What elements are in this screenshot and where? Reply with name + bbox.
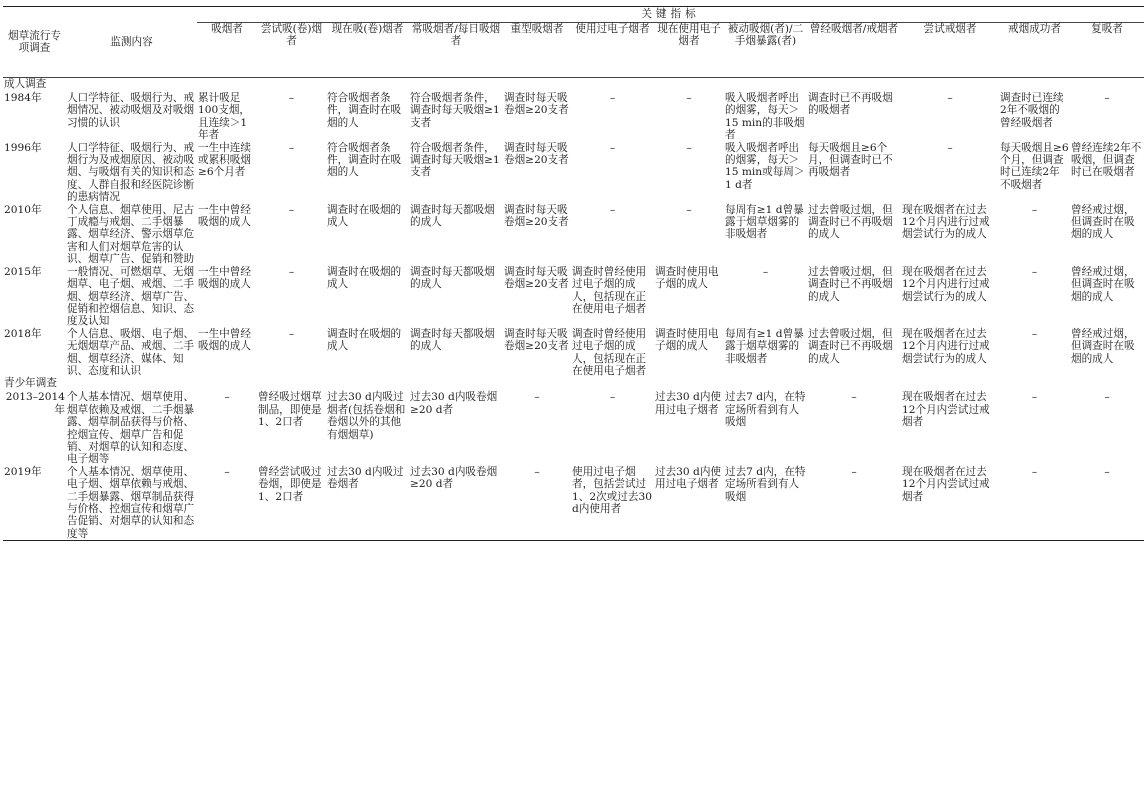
- indicator-cell: –: [1031, 465, 1038, 478]
- indicator-cell: 过去7 d内，在特定场所看到有人吸烟: [725, 465, 806, 503]
- indicator-cell: –: [1031, 327, 1038, 340]
- indicator-cell: 调查时在吸烟的成人: [327, 203, 402, 229]
- indicator-cell: –: [609, 391, 616, 404]
- survey-year: 2015年: [4, 265, 42, 278]
- section-title: 成人调查: [4, 78, 47, 90]
- indicator-header: 使用过电子烟者: [571, 23, 654, 78]
- survey-year: 1984年: [4, 92, 42, 104]
- indicator-cell: 过去30 d内使用过电子烟者: [655, 465, 722, 491]
- indicator-cell: –: [224, 391, 230, 404]
- monitoring-content: 个人基本情况、烟草使用、电子烟、烟草依赖与戒烟、二手烟暴露、烟草制品获得与价格、控烟宣传和烟草广告促销、对烟草的认知和态度等: [67, 465, 195, 540]
- indicator-cell: 累计吸足100支烟，且连续＞1年者: [198, 92, 251, 142]
- indicator-header: 被动吸烟(者)/二手烟暴露(者): [724, 23, 807, 78]
- indicator-header: 曾经吸烟者/戒烟者: [807, 23, 901, 78]
- indicator-cell: –: [288, 265, 295, 278]
- indicator-cell: 过去曾吸过烟，但调查时已不再吸烟的成人: [808, 203, 893, 241]
- indicator-cell: 曾经戒过烟，但调查时在吸烟的成人: [1071, 265, 1135, 303]
- indicator-cell: 曾经戒过烟，但调查时在吸烟的成人: [1071, 327, 1135, 365]
- indicator-cell: 过去30 d内吸过烟者(包括卷烟和卷烟以外的其他有烟烟草): [327, 391, 406, 441]
- indicator-cell: 每天吸烟且≥6个月，但调查时已连续2年不吸烟者: [1000, 141, 1069, 191]
- indicator-cell: 吸入吸烟者呼出的烟雾，每天＞15 min的非吸烟者: [725, 92, 805, 142]
- indicator-cell: –: [1104, 391, 1110, 404]
- indicator-cell: 符合吸烟者条件，调查时在吸烟的人: [327, 92, 402, 129]
- table-row: [3, 391, 1144, 465]
- indicator-header: 现在使用电子烟者: [654, 23, 724, 78]
- indicator-header: 戒烟成功者: [999, 23, 1070, 78]
- indicator-cell: 调查时曾经使用过电子烟的成人，包括现在正在使用电子烟者: [572, 265, 647, 315]
- indicator-cell: –: [224, 465, 230, 478]
- indicator-cell: –: [947, 141, 953, 154]
- indicator-header: 常吸烟者/每日吸烟者: [409, 23, 503, 78]
- header-survey: 烟草流行专项调查: [3, 7, 66, 78]
- indicator-cell: 调查时使用电子烟的成人: [655, 327, 719, 353]
- indicator-header: 重型吸烟者: [503, 23, 571, 78]
- indicator-cell: –: [1031, 265, 1038, 278]
- header-key-indicators: 关键指标: [197, 7, 1144, 23]
- header-content: 监测内容: [66, 7, 197, 78]
- indicator-cell: 过去30 d内使用过电子烟者: [655, 391, 722, 416]
- indicator-cell: 调查时每天吸卷烟≥20支者: [504, 327, 569, 353]
- indicator-cell: –: [609, 141, 616, 154]
- indicator-cell: –: [686, 92, 692, 104]
- table-row: [3, 266, 1144, 328]
- indicator-cell: 现在吸烟者在过去12个月内进行过戒烟尝试行为的成人: [902, 327, 990, 365]
- indicator-cell: 调查时使用电子烟的成人: [655, 265, 719, 291]
- indicator-cell: 现在吸烟者在过去12个月内尝试过戒烟者: [902, 465, 990, 503]
- indicator-cell: –: [851, 465, 857, 478]
- table-row: [3, 142, 1144, 204]
- indicator-cell: 过去曾吸过烟，但调查时已不再吸烟的成人: [808, 265, 893, 303]
- indicator-cell: 每周有≥1 d曾暴露于烟草烟雾的非吸烟者: [725, 203, 804, 241]
- indicator-cell: 曾经吸过烟草制品，即使是1、2口者: [258, 391, 322, 429]
- survey-year: 2018年: [4, 327, 42, 340]
- table-row: [3, 204, 1144, 266]
- indicator-cell: 符合吸烟者条件，调查时每天吸烟≥1支者: [410, 141, 500, 179]
- indicator-cell: 使用过电子烟者，包括尝试过1、2次或过去30 d内使用者: [572, 465, 652, 515]
- monitoring-content: 人口学特征、吸烟行为、戒烟行为及戒烟原因、被动吸烟、与吸烟有关的知识和态度、人群自报和经医院诊断的患病情况: [67, 141, 195, 204]
- table-row: [3, 328, 1144, 378]
- indicator-cell: 过去30 d内吸过卷烟者: [327, 465, 404, 491]
- indicator-cell: –: [1104, 465, 1110, 478]
- section-title: 青少年调查: [4, 377, 57, 390]
- indicator-cell: 现在吸烟者在过去12个月内进行过戒烟尝试行为的成人: [902, 265, 990, 303]
- table-row: [3, 466, 1144, 541]
- monitoring-content: 人口学特征、吸烟行为、戒烟情况、被动吸烟及对吸烟习惯的认识: [67, 92, 195, 129]
- indicator-header: 尝试戒烟者: [901, 23, 999, 78]
- table-body: [3, 78, 1144, 541]
- indicator-cell: –: [686, 203, 692, 216]
- indicator-cell: –: [762, 265, 769, 278]
- indicator-cell: –: [1031, 391, 1038, 404]
- indicator-cell: –: [288, 203, 295, 216]
- indicator-cell: 调查时在吸烟的成人: [327, 327, 402, 353]
- survey-year: 2019年: [4, 465, 42, 478]
- survey-year: 2010年: [4, 203, 42, 216]
- section-row: [3, 78, 1144, 93]
- monitoring-content: 个人基本情况、烟草使用、烟草依赖及戒烟、二手烟暴露、烟草制品获得与价格、控烟宣传、烟草广告和促销、对烟草的认知和态度、电子烟等: [67, 391, 195, 466]
- table-row: [3, 92, 1144, 142]
- indicator-cell: –: [288, 327, 295, 340]
- indicator-cell: –: [288, 92, 295, 104]
- indicator-cell: 调查时每天吸卷烟≥20支者: [504, 203, 569, 229]
- indicator-cell: 调查时每天吸卷烟≥20支者: [504, 92, 569, 117]
- indicator-cell: 调查时每天吸卷烟≥20支者: [504, 141, 569, 167]
- indicator-cell: 调查时每天都吸烟的成人: [410, 327, 495, 353]
- indicator-cell: –: [609, 92, 616, 104]
- indicator-cell: 符合吸烟者条件，调查时在吸烟的人: [327, 141, 402, 179]
- indicator-cell: 每天吸烟且≥6个月，但调查时已不再吸烟者: [808, 141, 893, 179]
- indicator-cell: –: [947, 92, 953, 104]
- indicator-cell: 一生中曾经吸烟的成人: [198, 265, 251, 291]
- indicator-cell: 一生中曾经吸烟的成人: [198, 203, 251, 229]
- indicator-cell: –: [1031, 203, 1038, 216]
- indicator-cell: 吸入吸烟者呼出的烟雾，每天＞15 min或每周＞1 d者: [725, 141, 805, 191]
- indicator-cell: 曾经连续2年不吸烟，但调查时已在吸烟者: [1071, 141, 1142, 179]
- indicator-cell: 曾经戒过烟，但调查时在吸烟的成人: [1071, 203, 1135, 241]
- indicator-cell: 过去7 d内，在特定场所看到有人吸烟: [725, 391, 806, 429]
- indicator-cell: 一生中连续或累积吸烟≥6个月者: [198, 141, 251, 179]
- indicator-cell: 曾经尝试吸过卷烟，即使是1、2口者: [258, 465, 322, 503]
- indicator-cell: –: [1104, 92, 1110, 104]
- monitoring-content: 个人信息、吸烟、电子烟、无烟烟草产品、戒烟、二手烟、烟草经济、媒体、知识、态度和认识: [67, 327, 195, 377]
- indicator-header: 现在吸(卷)烟者: [326, 23, 409, 78]
- indicator-cell: 调查时每天都吸烟的成人: [410, 203, 495, 229]
- monitoring-table: [3, 6, 1144, 541]
- indicator-cell: –: [686, 141, 692, 154]
- indicator-cell: –: [288, 141, 295, 154]
- indicator-cell: 过去30 d内吸卷烟≥20 d者: [410, 391, 498, 416]
- indicator-cell: 调查时在吸烟的成人: [327, 265, 402, 291]
- indicator-cell: 调查时已连续2年不吸烟的曾经吸烟者: [1000, 92, 1064, 129]
- indicator-cell: 调查时已不再吸烟的吸烟者: [808, 92, 893, 117]
- survey-year: 2013–2014年: [5, 391, 65, 416]
- indicator-cell: 过去30 d内吸卷烟≥20 d者: [410, 465, 498, 491]
- indicator-cell: 现在吸烟者在过去12个月内进行过戒烟尝试行为的成人: [902, 203, 990, 241]
- indicator-cell: –: [609, 203, 616, 216]
- indicator-cell: 一生中曾经吸烟的成人: [198, 327, 251, 353]
- monitoring-content: 一般情况、可燃烟草、无烟烟草、电子烟、戒烟、二手烟、烟草经济、烟草广告、促销和控烟信息、知识、态度及认知: [67, 265, 195, 328]
- indicator-cell: 过去曾吸过烟，但调查时已不再吸烟的成人: [808, 327, 893, 365]
- monitoring-content: 个人信息、烟草使用、尼古丁成瘾与戒烟、二手烟暴露、烟草经济、警示烟草危害和人们对烟草危害的认识、烟草广告、促销和赞助: [67, 203, 195, 266]
- indicator-cell: 符合吸烟者条件，调查时每天吸烟≥1支者: [410, 92, 500, 129]
- indicator-cell: –: [534, 391, 540, 404]
- indicator-cell: 调查时每天吸卷烟≥20支者: [504, 265, 569, 291]
- indicator-cell: –: [851, 391, 857, 404]
- section-row: [3, 377, 1144, 391]
- survey-year: 1996年: [4, 141, 42, 154]
- indicator-header: 复吸者: [1070, 23, 1144, 78]
- indicator-cell: 现在吸烟者在过去12个月内尝试过戒烟者: [902, 391, 990, 429]
- indicator-header: 吸烟者: [197, 23, 257, 78]
- indicator-header: 尝试吸(卷)烟者: [257, 23, 326, 78]
- indicator-cell: –: [534, 465, 540, 478]
- indicator-cell: 每周有≥1 d曾暴露于烟草烟雾的非吸烟者: [725, 327, 804, 365]
- indicator-cell: 调查时每天都吸烟的成人: [410, 265, 495, 291]
- indicator-cell: 调查时曾经使用过电子烟的成人，包括现在正在使用电子烟者: [572, 327, 647, 377]
